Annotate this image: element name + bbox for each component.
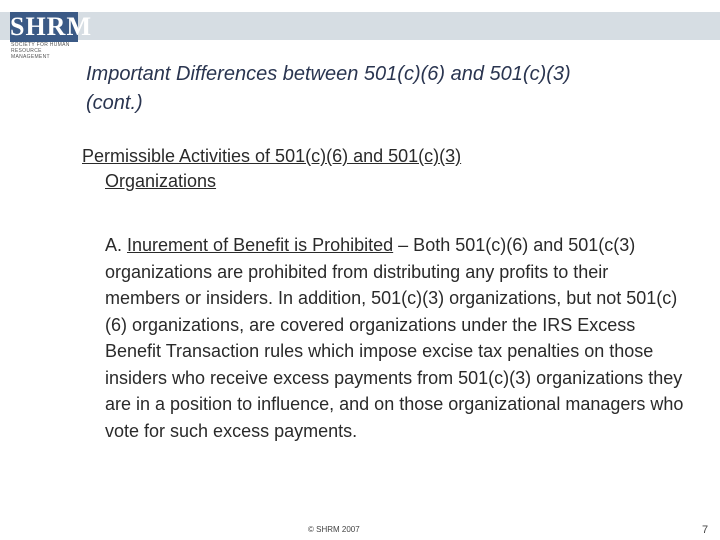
body-paragraph <box>105 232 685 444</box>
header-band <box>0 12 720 40</box>
page-number: 7 <box>702 524 709 536</box>
slide-title-line1: Important Differences between 501(c)(6) and 501(c)(3) <box>86 63 571 85</box>
paragraph-prefix: A. <box>105 235 128 255</box>
copyright-footer: © SHRM 2007 <box>308 525 360 534</box>
logo-mark: SHRM <box>10 12 92 41</box>
logo-subtitle-line1: SOCIETY FOR HUMAN <box>11 42 70 48</box>
slide-title <box>86 60 686 118</box>
paragraph-text: – Both 501(c)(6) and 501(c(3) organizations are prohibited from distributing any profits to their members or insiders. In addition, 501(c)(3) organizations, but not 501(c)(6) organizations, are covered organizations under the IRS Excess Benefit Transaction rules which impose excise tax penalties on those insiders who receive excess payments from 501(c)(3) organizations they are in a position to influence, and on those organizational managers who vote for such excess payments. <box>105 235 684 441</box>
section-heading-line2: Organizations <box>105 171 217 191</box>
shrm-logo <box>10 12 92 60</box>
slide-title-line2: (cont.) <box>86 92 143 114</box>
logo-subtitle <box>11 42 79 60</box>
section-heading-line1: Permissible Activities of 501(c)(6) and 501(c)(3) <box>82 146 462 166</box>
logo-subtitle-line2: RESOURCE MANAGEMENT <box>11 48 50 60</box>
paragraph-underlined-phrase: Inurement of Benefit is Prohibited <box>127 235 394 255</box>
section-heading <box>82 144 642 194</box>
